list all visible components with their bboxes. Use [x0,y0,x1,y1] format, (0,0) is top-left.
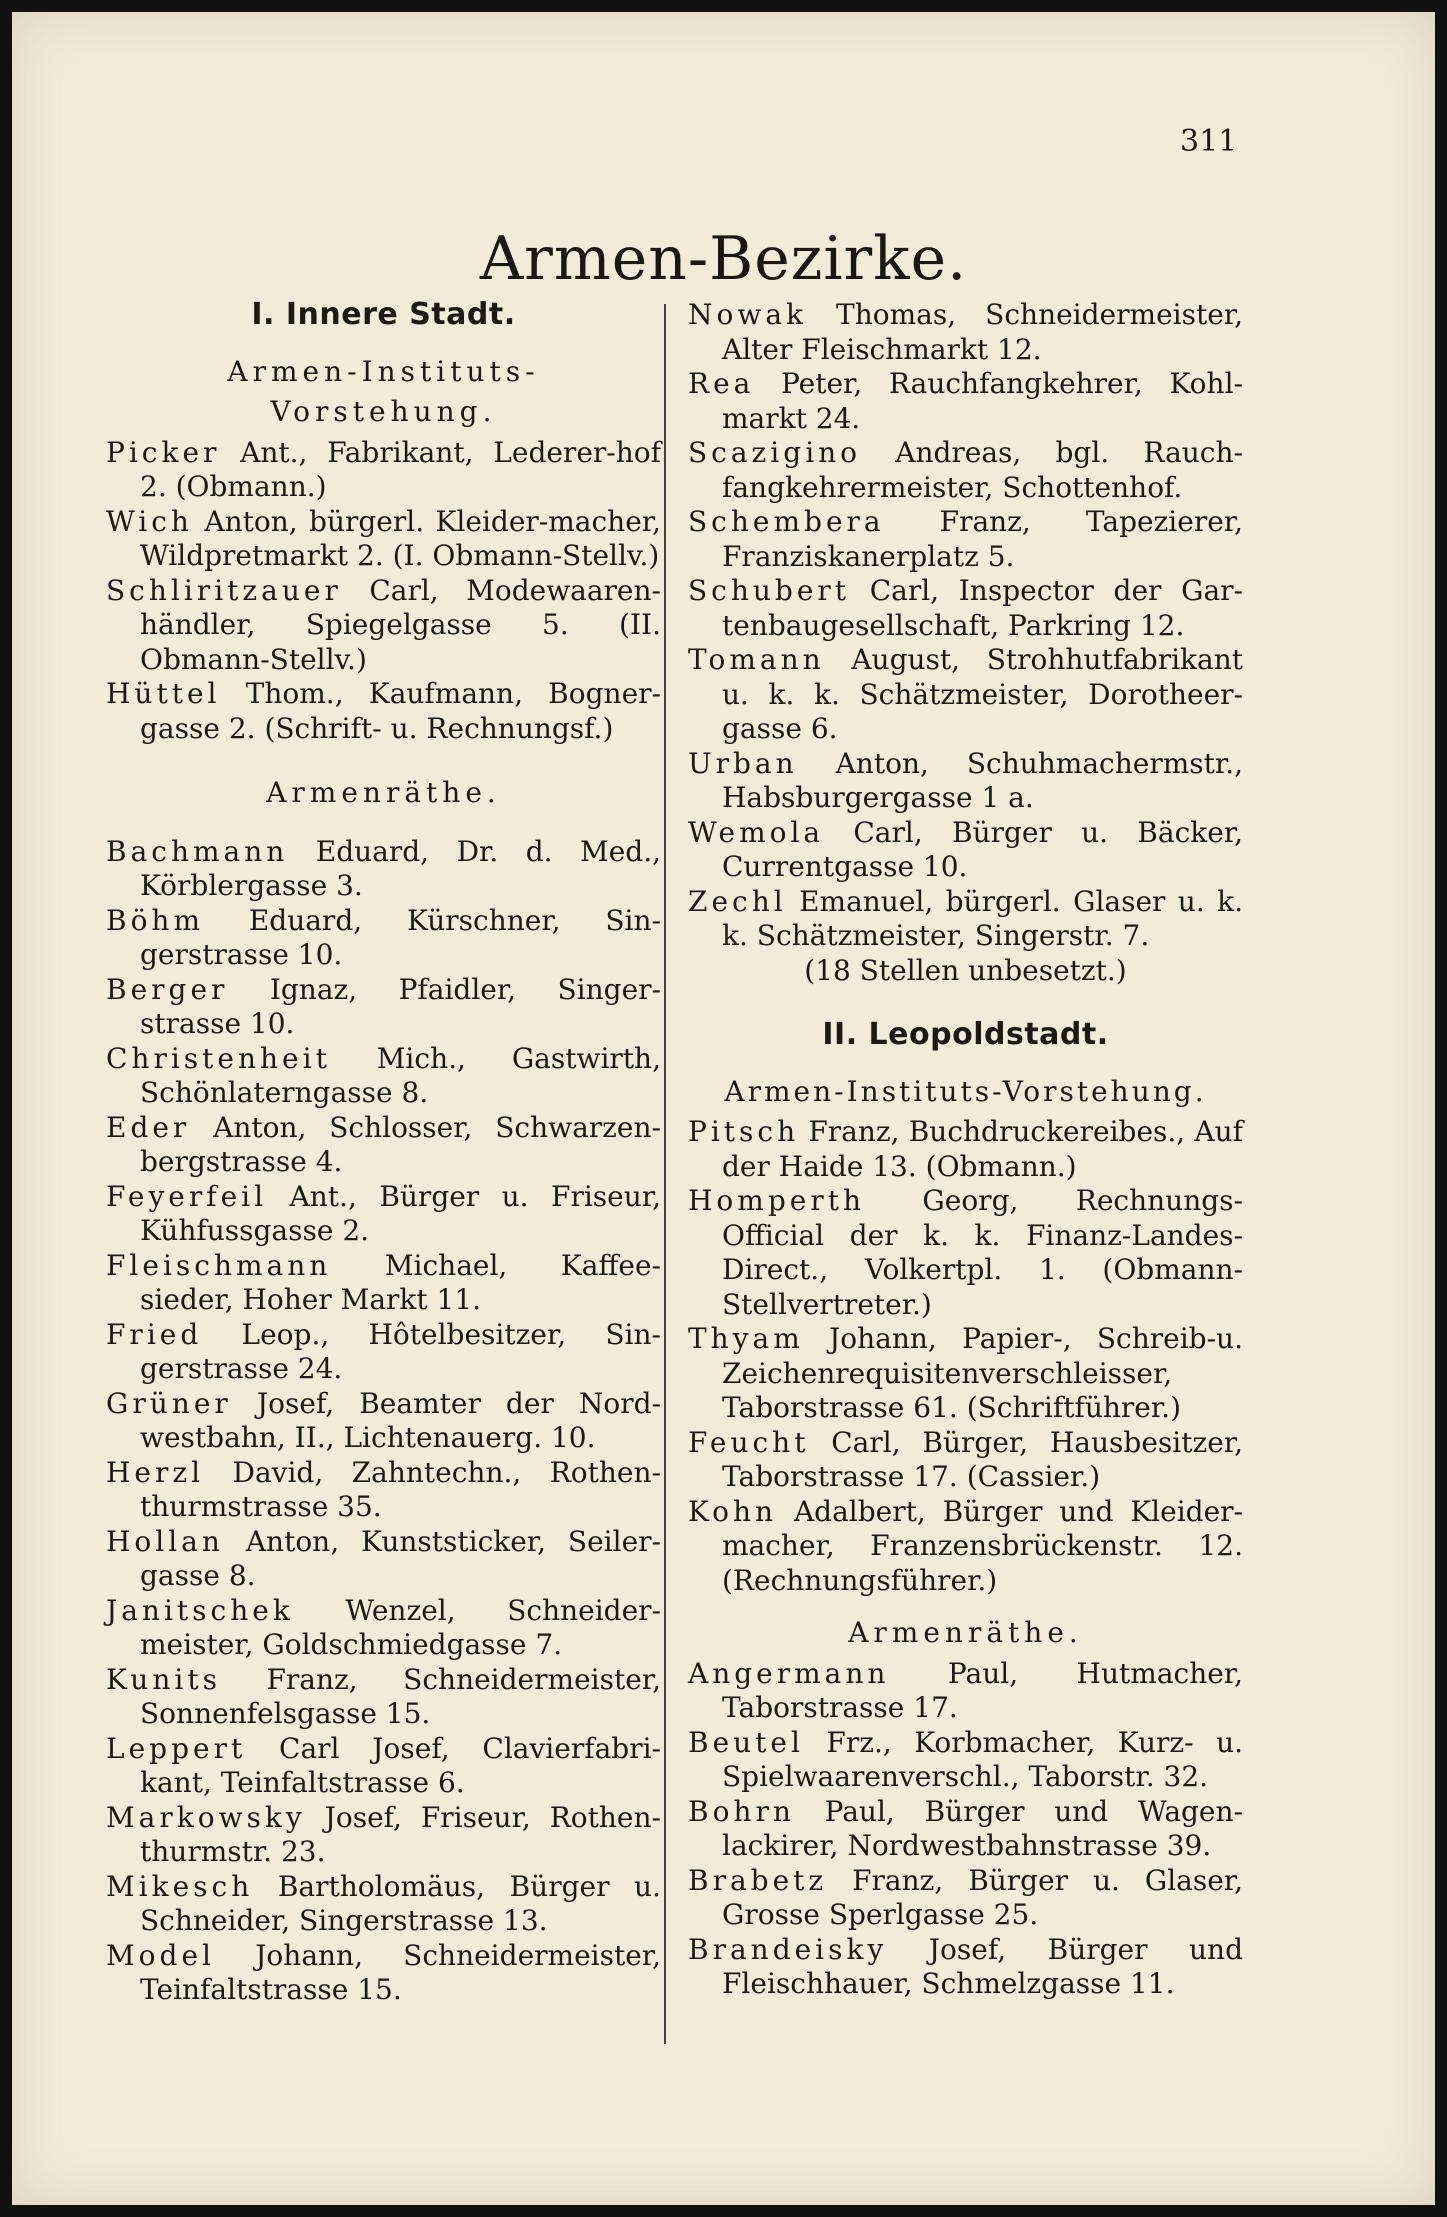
entry-name: Schubert [688,574,851,607]
entry-details: Paul, Bürger und Wagen-lackirer, Nordwestbahnstrasse 39. [722,1794,1243,1862]
entry-details: Josef, Friseur, Rothen-thurmstr. 23. [140,1800,661,1868]
entry-details: Adalbert, Bürger und Kleider-macher, Franzensbrückenstr. 12. (Rechnungsführer.) [722,1494,1243,1597]
entry-name: Model [106,1938,215,1972]
entry-details: Anton, Kunststicker, Seiler-gasse 8. [140,1524,661,1592]
list-item [688,1795,1243,1864]
institute-list [106,436,661,747]
list-item [106,574,661,678]
entry-details: Emanuel, bürgerl. Glaser u. k. k. Schätzmeister, Singerstr. 7. [722,884,1243,952]
entry-details: Ant., Bürger u. Friseur, Kühfussgasse 2. [140,1179,661,1247]
list-item [688,885,1243,954]
entry-name: Fleischmann [106,1248,332,1282]
entry-name: Eder [106,1110,191,1144]
continued-list [688,298,1243,954]
list-item [688,1184,1243,1322]
entry-name: Christenheit [106,1041,331,1075]
entry-details: Anton, Schuhmachermstr., Habsburgergasse 1 a. [722,746,1243,814]
entry-details: Carl Josef, Clavierfabri-kant, Teinfaltstrasse 6. [140,1731,661,1799]
entry-name: Kunits [106,1662,221,1696]
entry-name: Feyerfeil [106,1179,268,1213]
entry-details: Andreas, bgl. Rauch-fangkehrermeister, Schottenhof. [722,436,1243,504]
entry-details: Thom., Kaufmann, Bogner-gasse 2. (Schrift- u. Rechnungsf.) [140,677,661,745]
list-item [106,1594,661,1663]
entry-name: Böhm [106,903,205,937]
entry-details: Leop., Hôtelbesitzer, Sin-gerstrasse 24. [140,1317,661,1385]
entry-name: Janitschek [106,1593,294,1627]
list-item [688,1322,1243,1426]
list-item [106,1732,661,1801]
entry-details: Anton, bürgerl. Kleider-macher, Wildpretmarkt 2. (I. Obmann-Stellv.) [140,504,661,572]
list-item [106,1456,661,1525]
right-column [688,298,1243,2002]
list-item [106,1042,661,1111]
entry-details: Franz, Schneidermeister, Sonnenfelsgasse 15. [140,1662,661,1730]
list-item [688,747,1243,816]
entry-details: Carl, Modewaaren-händler, Spiegelgasse 5. (II. Obmann-Stellv.) [140,573,661,676]
list-item [688,1933,1243,2002]
entry-name: Hollan [106,1524,224,1558]
entry-name: Wich [106,504,193,538]
entry-name: Bachmann [106,834,289,868]
list-item [106,505,661,574]
list-item [688,1115,1243,1184]
list-item [688,505,1243,574]
list-item [688,1864,1243,1933]
entry-name: Nowak [688,298,807,331]
entry-name: Berger [106,972,229,1006]
entry-name: Markowsky [106,1800,306,1834]
entry-details: Michael, Kaffee-sieder, Hoher Markt 11. [140,1248,661,1316]
entry-name: Wemola [688,815,825,849]
entry-name: Urban [688,746,798,780]
entry-name: Fried [106,1317,203,1351]
entry-details: Eduard, Kürschner, Sin-gerstrasse 10. [140,903,661,971]
entry-name: Pitsch [688,1115,800,1148]
entry-details: Anton, Schlosser, Schwarzen-bergstrasse 4. [140,1110,661,1178]
institute-heading-leopoldstadt: Armen-Instituts-Vorstehung. [724,1074,1207,1108]
list-item [106,973,661,1042]
institute-heading-cont: Vorstehung. [270,395,497,428]
councils-heading-leopoldstadt: Armenräthe. [848,1616,1083,1649]
entry-name: Hüttel [106,677,221,710]
list-item [106,1870,661,1939]
entry-name: Leppert [106,1731,247,1765]
entry-details: Josef, Beamter der Nord-westbahn, II., Lichtenauerg. 10. [140,1386,661,1454]
entry-name: Mikesch [106,1869,254,1903]
left-column [106,298,661,2008]
entry-details: David, Zahntechn., Rothen-thurmstrasse 35. [140,1455,661,1523]
list-item [106,1111,661,1180]
entry-details: Frz., Korbmacher, Kurz- u. Spielwaarenverschl., Taborstr. 32. [722,1725,1243,1793]
list-item [106,1525,661,1594]
list-item [688,1495,1243,1599]
entry-name: Bohrn [688,1794,795,1828]
entry-details: Franz, Buchdruckereibes., Auf der Haide 13. (Obmann.) [722,1115,1243,1183]
entry-name: Rea [688,367,755,400]
entry-name: Zechl [688,884,787,918]
entry-name: Beutel [688,1725,804,1759]
list-item [688,1657,1243,1726]
list-item [106,1939,661,2008]
entry-details: Franz, Bürger u. Glaser, Grosse Sperlgasse 25. [722,1863,1243,1931]
list-item [106,1249,661,1318]
entry-details: Thomas, Schneidermeister, Alter Fleischmarkt 12. [722,298,1243,366]
entry-name: Schembera [688,505,885,538]
entry-details: Johann, Papier-, Schreib-u. Zeichenrequisitenverschleisser, Taborstrasse 61. (Schriftführer.) [722,1322,1243,1424]
entry-details: August, Strohhutfabrikant u. k. k. Schätzmeister, Dorotheer-gasse 6. [722,643,1243,745]
entry-name: Brabetz [688,1863,828,1897]
entry-name: Tomann [688,643,825,676]
institute-list-leopoldstadt [688,1115,1243,1598]
entry-details: Bartholomäus, Bürger u. Schneider, Singerstrasse 13. [140,1869,661,1937]
entry-details: Wenzel, Schneider-meister, Goldschmiedgasse 7. [140,1593,661,1661]
list-item [688,436,1243,505]
entry-name: Schliritzauer [106,573,342,607]
entry-name: Feucht [688,1425,810,1459]
entry-details: Paul, Hutmacher, Taborstrasse 17. [722,1656,1243,1724]
section-heading-innere-stadt: I. Innere Stadt. [251,297,516,332]
entry-details: Eduard, Dr. d. Med., Körblergasse 3. [140,834,661,902]
entry-details: Ignaz, Pfaidler, Singer-strasse 10. [140,972,661,1040]
list-item [106,1180,661,1249]
page-number: 311 [1180,124,1238,159]
councils-heading: Armenräthe. [266,776,501,809]
list-item [688,1426,1243,1495]
page-title: Armen-Bezirke. [479,224,968,294]
section-heading-leopoldstadt: II. Leopoldstadt. [822,1017,1109,1052]
list-item [688,367,1243,436]
entry-name: Picker [106,435,221,469]
list-item [688,643,1243,747]
list-item [106,1801,661,1870]
list-item [106,1387,661,1456]
council-list [106,835,661,2008]
entry-details: Carl, Bürger u. Bäcker, Currentgasse 10. [722,815,1243,883]
entry-name: Brandeisky [688,1932,888,1966]
institute-heading: Armen-Instituts- [227,354,540,388]
page [12,12,1435,2205]
list-item [688,816,1243,885]
entry-name: Angermann [688,1656,890,1690]
list-item [688,574,1243,643]
entry-details: Carl, Bürger, Hausbesitzer, Taborstrasse 17. (Cassier.) [722,1425,1243,1493]
list-item [106,835,661,904]
entry-name: Grüner [106,1386,232,1420]
entry-details: Georg, Rechnungs-Official der k. k. Finanz-Landes-Direct., Volkertpl. 1. (Obmann-Stellvertreter.) [722,1184,1243,1321]
entry-name: Scazigino [688,436,862,469]
entry-name: Kohn [688,1494,778,1528]
list-item [106,904,661,973]
council-list-leopoldstadt [688,1657,1243,2002]
list-item [106,1663,661,1732]
entry-details: Carl, Inspector der Gar-tenbaugesellschaft, Parkring 12. [722,574,1243,642]
entry-details: Johann, Schneidermeister, Teinfaltstrasse 15. [140,1938,661,2006]
list-item [106,436,661,505]
list-item [688,1726,1243,1795]
entry-name: Thyam [688,1322,804,1355]
list-item [106,1318,661,1387]
entry-name: Homperth [688,1184,865,1217]
list-item [688,298,1243,367]
entry-details: Mich., Gastwirth, Schönlaterngasse 8. [140,1041,661,1109]
list-item [106,677,661,746]
entry-details: Josef, Bürger und Fleischhauer, Schmelzgasse 11. [722,1932,1243,2000]
entry-name: Herzl [106,1455,205,1489]
vacant-note: (18 Stellen unbesetzt.) [804,953,1127,987]
entry-details: Franz, Tapezierer, Franziskanerplatz 5. [722,505,1243,573]
entry-details: Peter, Rauchfangkehrer, Kohl-markt 24. [722,367,1243,435]
column-divider [664,304,666,2044]
entry-details: Ant., Fabrikant, Lederer-hof 2. (Obmann.) [140,435,661,503]
